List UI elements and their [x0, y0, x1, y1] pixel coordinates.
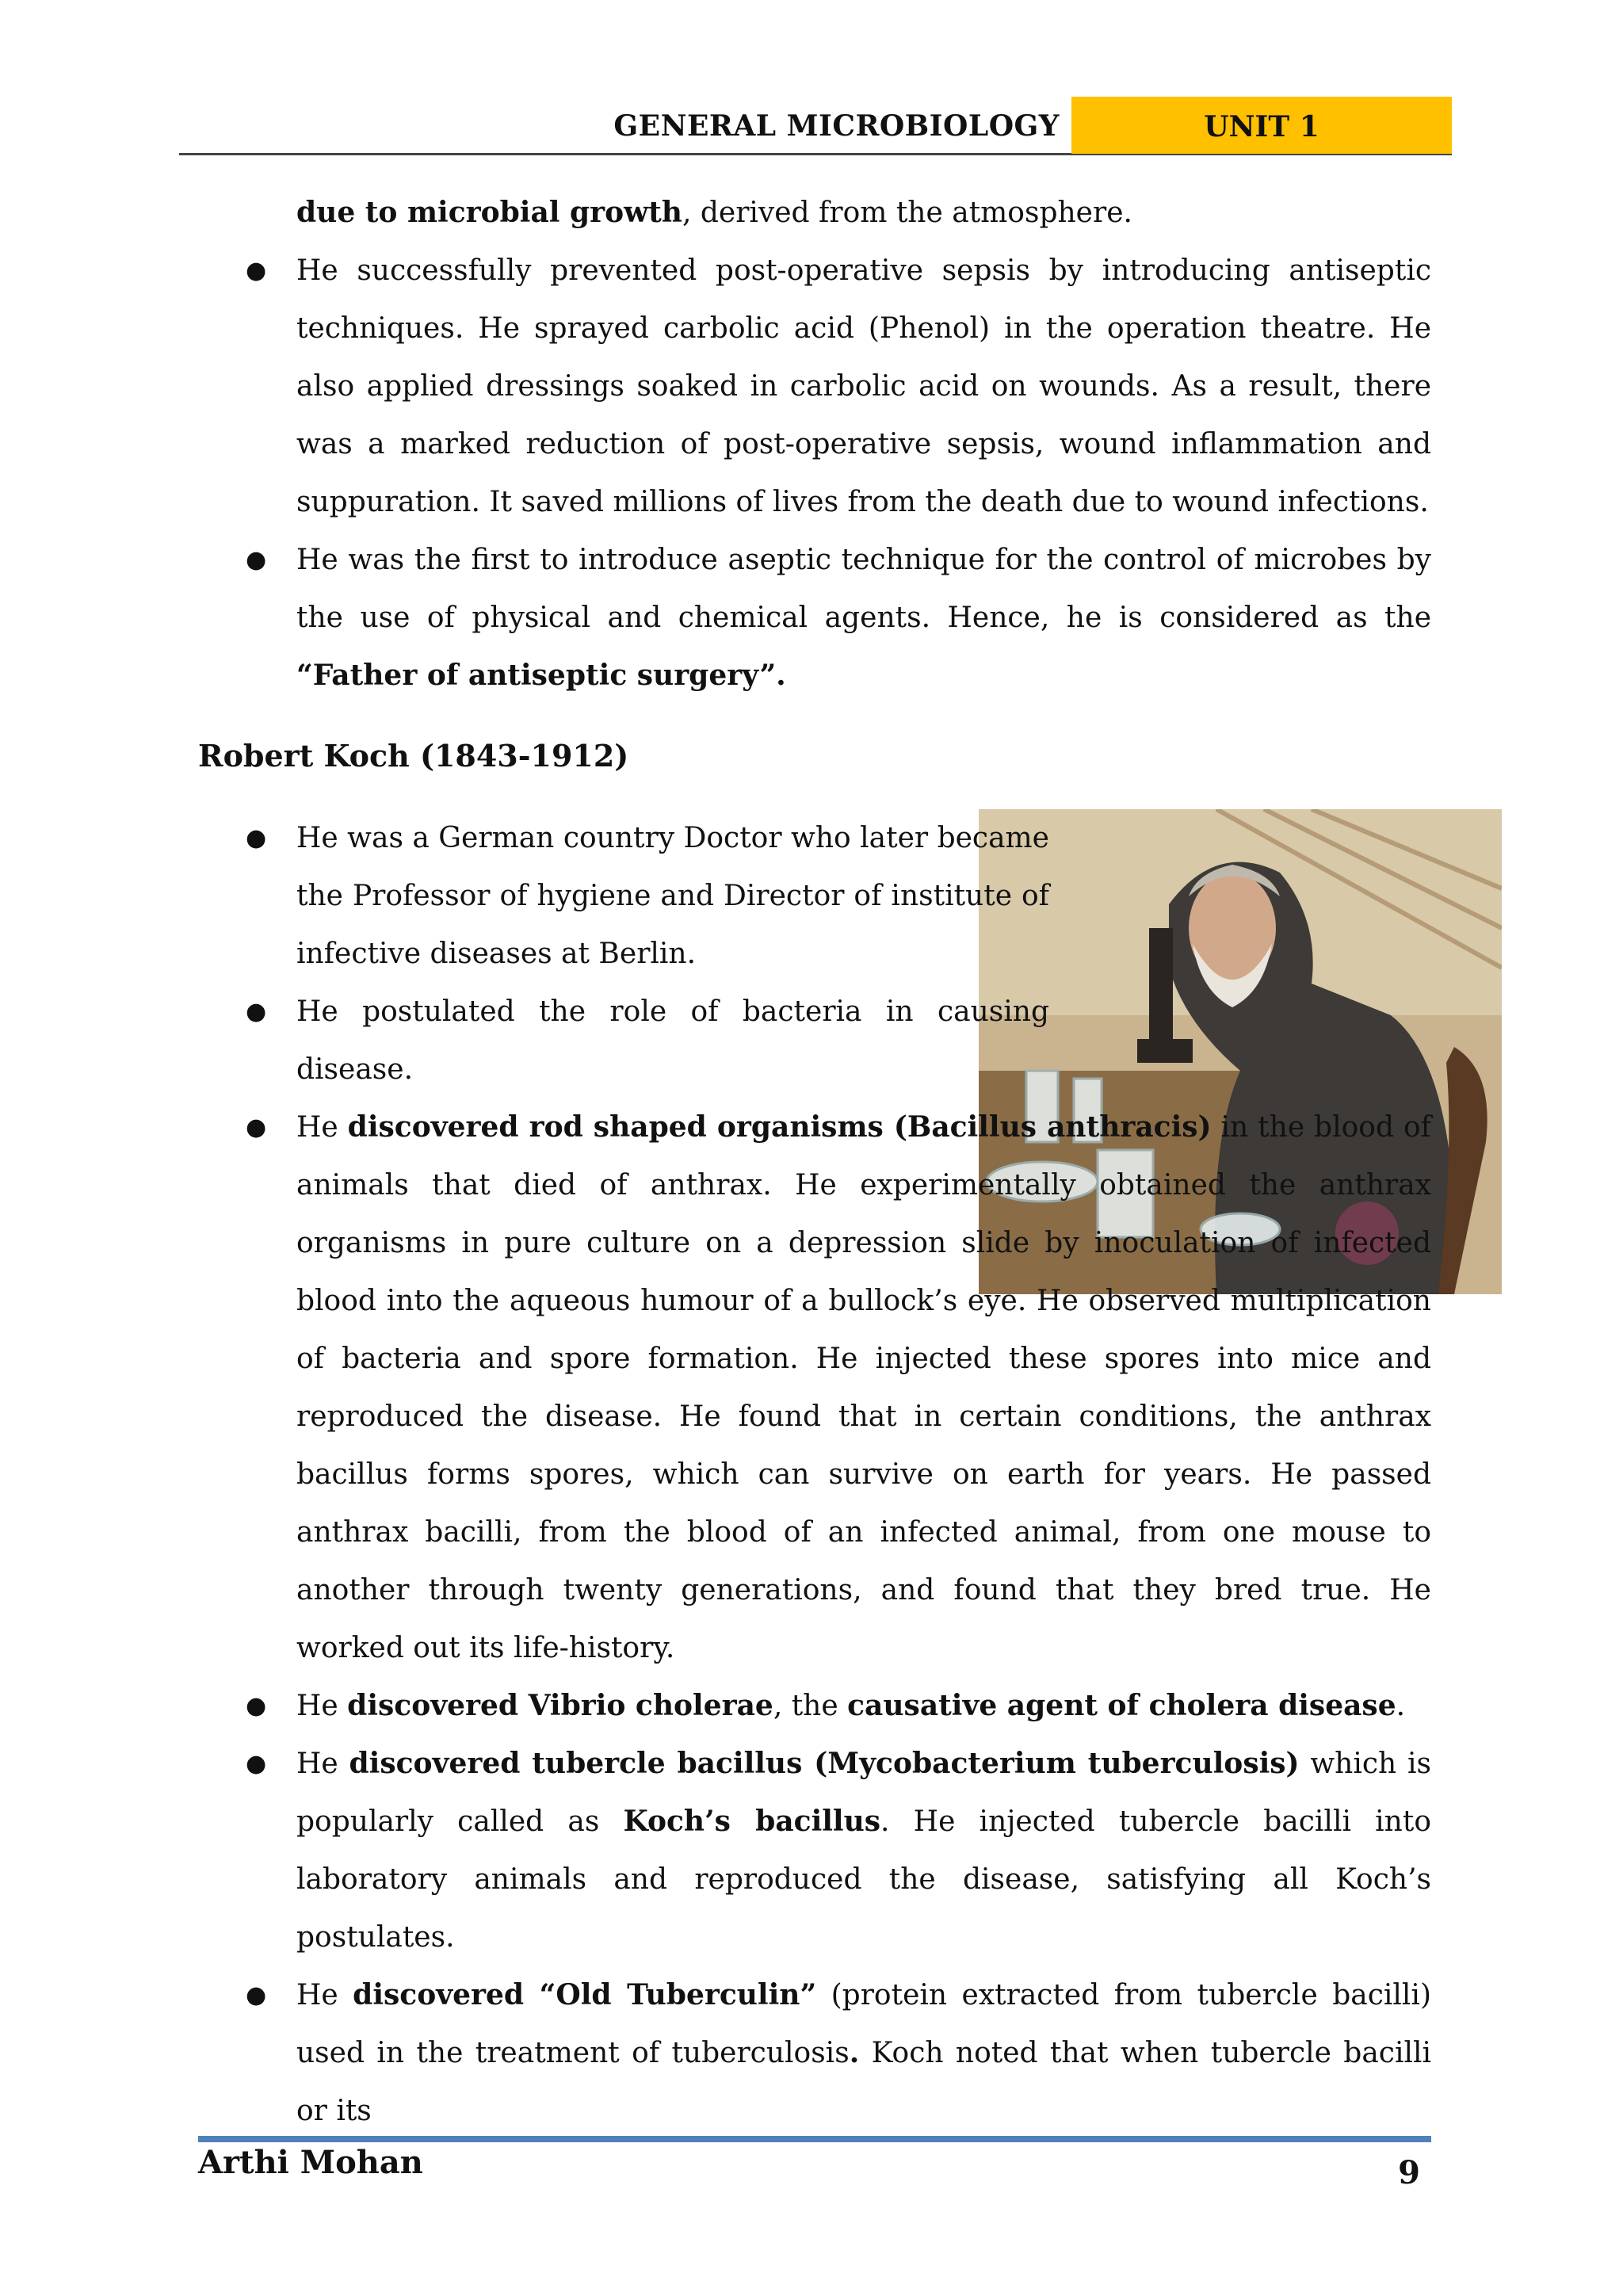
list-item-text: . He injected tubercle bacilli into laboratory animals and reproduced the disease, satisfying all Koch’s postulates. — [296, 1805, 1431, 1954]
list-item-text: in the blood of animals that died of anthrax. He experimentally obtained the anthrax organisms in pure culture on a depression slide by inoculation of infected blood into the aqueous humour of a bullock’s eye. He observed multiplication of bacteria and spore formation. He injected these spores into mice and reproduced the disease. He found that in certain conditions, the anthrax bacillus forms spores, which can survive on earth for years. He passed anthrax bacilli, from the blood of an infected animal, from one mouse to another through twenty generations, and found that they bred true. He worked out its life-history. — [296, 1111, 1431, 1664]
list-item-bold: “Father of antiseptic surgery”. — [296, 659, 786, 692]
section-heading: Robert Koch (1843-1912) — [198, 738, 629, 774]
header-unit-badge: UNIT 1 — [1071, 97, 1452, 154]
continuation-paragraph — [198, 184, 1431, 242]
bullet-icon: ● — [246, 1114, 267, 1141]
footer-divider — [198, 2136, 1431, 2142]
list-item — [198, 242, 1431, 531]
list-item-bold: Koch’s bacillus — [623, 1805, 881, 1838]
list-item-text: , the — [773, 1690, 848, 1722]
list-item-text: Koch noted that when tubercle bacilli or its — [296, 2037, 1432, 2127]
list-item-text: He was a German country Doctor who later became the Professor of hygiene and Director of institute of infective diseases at Berlin. — [296, 822, 1049, 970]
list-item-bold: . — [849, 2036, 860, 2069]
list-item-text-pre: He — [296, 1748, 349, 1780]
list-item-bold: causative agent of cholera disease — [847, 1689, 1396, 1722]
list-item-bold: discovered “Old Tuberculin” — [353, 1978, 817, 2011]
list-item-bold: discovered rod shaped organisms (Bacillus anthracis) — [347, 1110, 1212, 1144]
header-title: GENERAL MICROBIOLOGY — [613, 109, 1060, 143]
page-content — [198, 184, 1431, 2140]
list-item — [198, 983, 1049, 1098]
koch-section — [198, 809, 1431, 2140]
list-item — [198, 1677, 1431, 1735]
list-item-text: He postulated the role of bacteria in causing disease. — [296, 995, 1049, 1086]
list-item-text: He was the first to introduce aseptic technique for the control of microbes by the use of physical and chemical agents. Hence, he is considered as the — [296, 544, 1431, 634]
list-item — [198, 1735, 1431, 1966]
continuation-text: , derived from the atmosphere. — [682, 197, 1132, 229]
list-item — [198, 531, 1431, 705]
list-item-text: . — [1396, 1690, 1406, 1722]
list-item-text: (protein extracted from tubercle bacilli) used in the treatment of tuberculosis — [296, 1979, 1431, 2069]
continuation-bold: due to microbial growth — [296, 196, 682, 229]
list-item-text: He successfully prevented post-operative sepsis by introducing antiseptic techniques. He sprayed carbolic acid (Phenol) in the operation theatre. He also applied dressings soaked in carbolic acid on wounds. As a result, there was a marked reduction of post-operative sepsis, wound inflammation and suppuration. It saved millions of lives from the death due to wound infections. — [296, 254, 1431, 518]
list-item-text-pre: He — [296, 1111, 348, 1144]
bullet-icon: ● — [246, 1692, 267, 1720]
list-item-text: which is popularly called as — [296, 1748, 1431, 1838]
bullet-icon: ● — [246, 998, 267, 1026]
list-item-text-pre: He — [296, 1979, 353, 2011]
list-item-text-pre: He — [296, 1690, 348, 1722]
footer-author: Arthi Mohan — [198, 2144, 423, 2181]
page-header — [179, 97, 1452, 155]
lister-bullet-list — [198, 242, 1431, 705]
list-item-bold: discovered tubercle bacillus (Mycobacterium tuberculosis) — [349, 1747, 1300, 1780]
list-item — [198, 809, 1049, 983]
bullet-icon: ● — [246, 546, 267, 574]
page-number: 9 — [1398, 2154, 1420, 2191]
list-item — [198, 1966, 1431, 2140]
bullet-icon: ● — [246, 824, 267, 852]
bullet-icon: ● — [246, 257, 267, 285]
list-item — [198, 1098, 1431, 1677]
list-item-bold: discovered Vibrio cholerae — [347, 1689, 773, 1722]
bullet-icon: ● — [246, 1981, 267, 2009]
bullet-icon: ● — [246, 1750, 267, 1778]
